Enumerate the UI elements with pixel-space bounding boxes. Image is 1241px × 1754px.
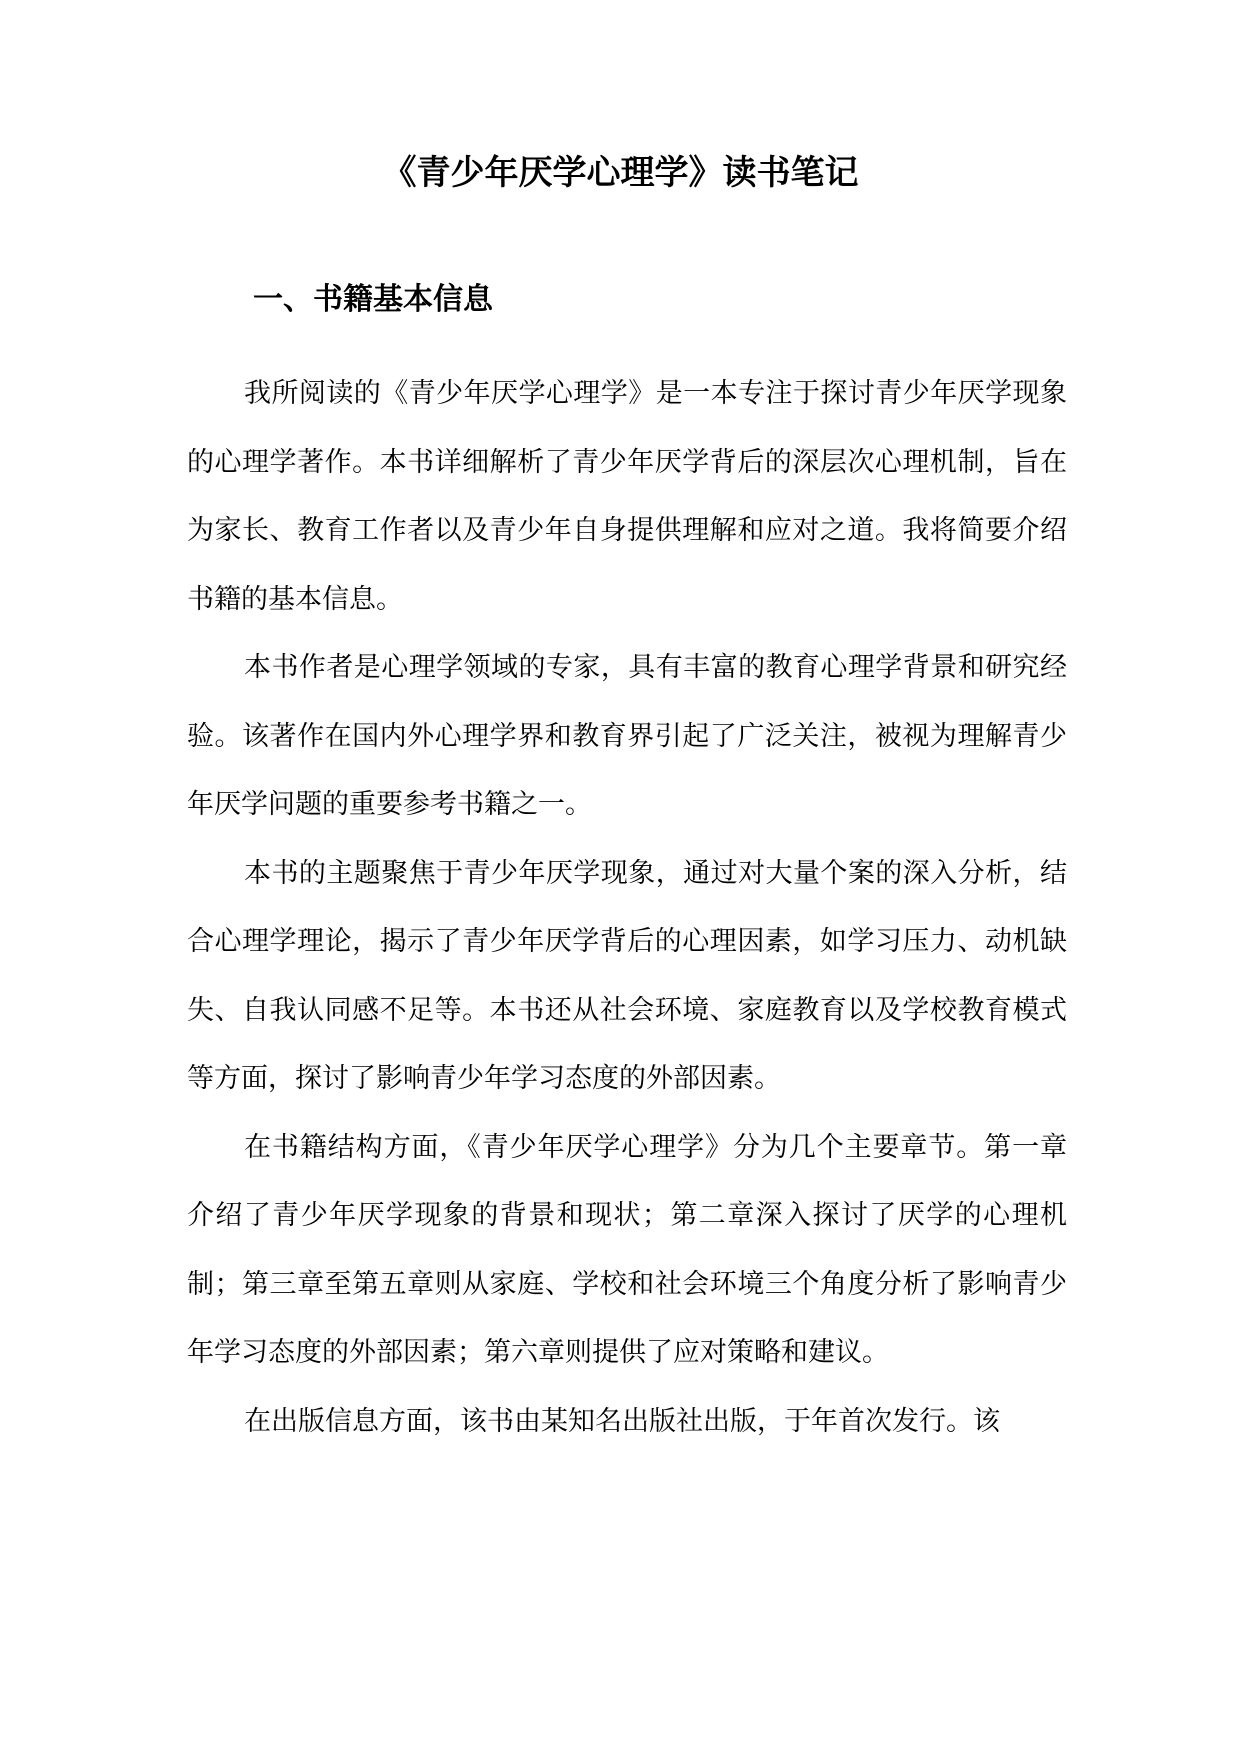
paragraph-theme: 本书的主题聚焦于青少年厌学现象，通过对大量个案的深入分析，结合心理学理论，揭示了青少年厌学背后的心理因素，如学习压力、动机缺失、自我认同感不足等。本书还从社会环境、家庭教育以及学校教育模式等方面，探讨了影响青少年学习态度的外部因素。 [187, 857, 1067, 1094]
paragraph-basic-info: 我所阅读的《青少年厌学心理学》是一本专注于探讨青少年厌学现象的心理学著作。本书详细解析了青少年厌学背后的深层次心理机制，旨在为家长、教育工作者以及青少年自身提供理解和应对之道。我将简要介绍书籍的基本信息。 [187, 378, 1067, 615]
body-text [187, 360, 1067, 1456]
paragraph-publication: 在出版信息方面，该书由某知名出版社出版，于年首次发行。该 [244, 1405, 1000, 1437]
section-heading: 一、书籍基本信息 [253, 282, 493, 317]
paragraph-structure: 在书籍结构方面，《青少年厌学心理学》分为几个主要章节。第一章介绍了青少年厌学现象的背景和现状；第二章深入探讨了厌学的心理机制；第三章至第五章则从家庭、学校和社会环境三个角度分析了影响青少年学习态度的外部因素；第六章则提供了应对策略和建议。 [187, 1131, 1067, 1368]
document-title: 《青少年厌学心理学》读书笔记 [382, 153, 859, 193]
paragraph-author: 本书作者是心理学领域的专家，具有丰富的教育心理学背景和研究经验。该著作在国内外心理学界和教育界引起了广泛关注，被视为理解青少年厌学问题的重要参考书籍之一。 [187, 652, 1067, 820]
